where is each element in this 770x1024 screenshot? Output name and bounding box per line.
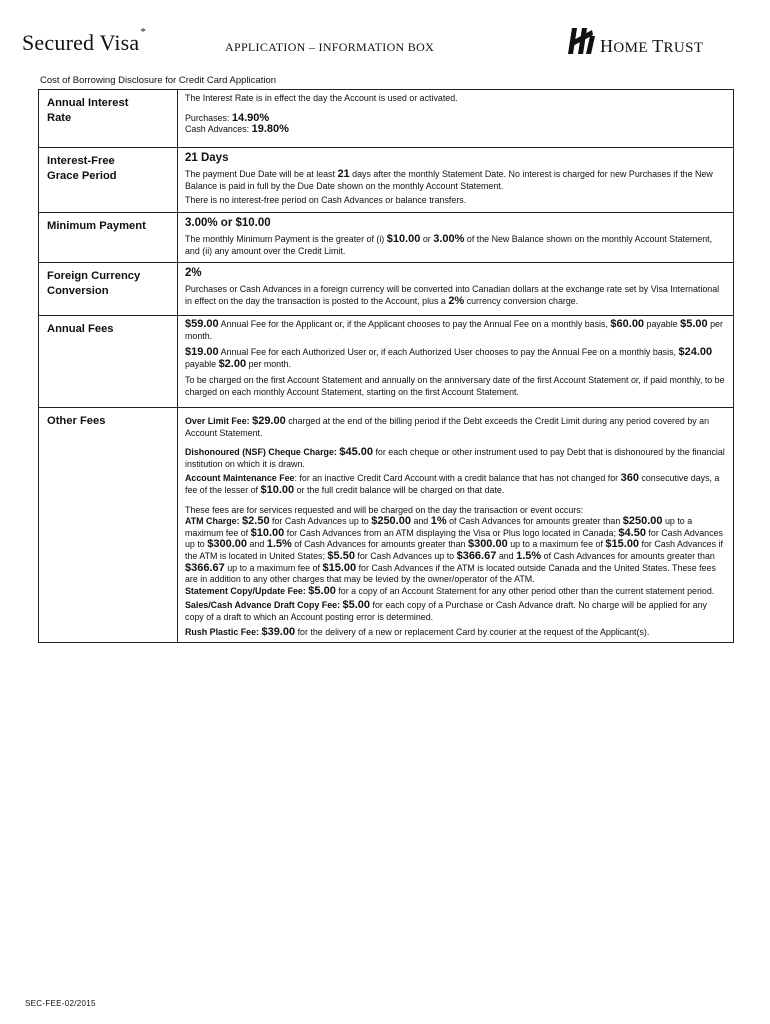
draft-copy-fee: Sales/Cash Advance Draft Copy Fee: $5.00 for each copy of a Purchase or Cash Advance draft. No charge will be applied for any copy of a draft to which an Account posting error is determined.: [185, 599, 707, 622]
services-fees-intro: These fees are for services requested and will be charged on the day the transaction or event occurs:: [185, 504, 584, 515]
purchases-rate: Purchases: 14.90%: [185, 111, 270, 124]
label-other-fees: Other Fees: [39, 408, 178, 643]
cost-of-borrowing-table: [38, 89, 734, 643]
label-minimum-payment: Minimum Payment: [39, 213, 178, 263]
label-annual-fees: Annual Fees: [39, 316, 178, 408]
over-limit-fee: Over Limit Fee: $29.00 charged at the end of the billing period if the Debt exceeds the Credit Limit during any period covered by an Account Statement.: [185, 415, 710, 438]
disclosure-title: Cost of Borrowing Disclosure for Credit Card Application: [40, 75, 277, 86]
grace-period-paragraph: The payment Due Date will be at least 21 days after the monthly Statement Date. No interest is charged for new Purchases if the New Balance is paid in full by the Due Date shown on the monthly Account Statement.: [185, 168, 713, 191]
content-other-fees: [178, 408, 734, 643]
content-annual-fees: [178, 316, 734, 408]
row-minimum-payment: [39, 213, 734, 263]
row-other-fees: [39, 408, 734, 643]
fx-paragraph: Purchases or Cash Advances in a foreign currency will be converted into Canadian dollars at the exchange rate set by Visa International in effect on the day the transaction is posted to the Account, plus a 2% currency conversion charge.: [185, 284, 720, 307]
interest-rate-note: The Interest Rate is in effect the day the Account is used or activated.: [185, 93, 458, 103]
label-interest-free-grace-period: Interest-Free Grace Period: [39, 148, 178, 213]
atm-charge: ATM Charge: $2.50 for Cash Advances up to $250.00 and 1% of Cash Advances for amounts greater than $250.00 up to a maximum fee of $10.00 for Cash Advances from an ATM displaying the Visa or Plus logo located in Canada; $4.50 for Cash Advances up to $300.00 and 1.5% of Cash Advances for amounts greater than $300.00 up to a maximum fee of $15.00 for Cash Advances if the ATM is located in United States; $5.50 for Cash Advances up to $366.67 and 1.5% of Cash Advances for amounts greater than $366.67 up to a maximum fee of $15.00 for Cash Advances if the ATM is located outside Canada and the United States. These fees are in addition to any other charges that may be levied by the owner/operator of the ATM.: [185, 515, 723, 585]
brand-name: HOME TRUST: [600, 36, 704, 56]
product-title: [22, 26, 147, 56]
content-interest-free-grace-period: [178, 148, 734, 213]
authorized-user-annual-fee: $19.00 Annual Fee for each Authorized User or, if each Authorized User chooses to pay the Annual Fee on a monthly basis, $24.00 payable $2.00 per month.: [185, 346, 713, 370]
row-annual-fees: [39, 316, 734, 408]
grace-period-cash-advance-note: There is no interest-free period on Cash Advances or balance transfers.: [185, 195, 467, 206]
applicant-annual-fee: $59.00 Annual Fee for the Applicant or, if the Applicant chooses to pay the Annual Fee on a monthly basis, $60.00 payable $5.00 per month.: [185, 318, 723, 341]
statement-copy-fee: Statement Copy/Update Fee: $5.00 for a copy of an Account Statement for any other period other than the current statement period.: [185, 584, 715, 597]
product-name: Secured Visa: [22, 30, 140, 55]
content-annual-interest-rate: [178, 90, 734, 148]
form-code: SEC-FEE-02/2015: [25, 999, 96, 1008]
grace-period-heading: 21 Days: [185, 152, 229, 164]
label-foreign-currency-conversion: Foreign Currency Conversion: [39, 263, 178, 316]
row-interest-free-grace-period: [39, 148, 734, 213]
row-annual-interest-rate: [39, 90, 734, 148]
document-type: APPLICATION – INFORMATION BOX: [225, 40, 435, 54]
label-annual-interest-rate: Annual Interest Rate: [39, 90, 178, 148]
annual-fee-charging-note: To be charged on the first Account Statement and annually on the anniversary date of the first Account Statement or, if paid monthly, to be charged on each monthly Account Statement, starting on the first Account Statement.: [185, 375, 725, 397]
minimum-payment-paragraph: The monthly Minimum Payment is the greater of (i) $10.00 or 3.00% of the New Balance shown on the monthly Account Statement, and (ii) any amount over the Credit Limit.: [185, 233, 713, 256]
cash-advances-rate-value: 19.80%: [251, 123, 289, 136]
rush-plastic-fee: Rush Plastic Fee: $39.00 for the delivery of a new or replacement Card by courier at the request of the Applicant(s).: [185, 625, 650, 638]
page-header: [22, 26, 722, 66]
home-trust-logo-icon: [566, 26, 596, 56]
trademark-asterisk: *: [140, 26, 147, 38]
content-minimum-payment: [178, 213, 734, 263]
fx-heading: 2%: [185, 267, 202, 279]
row-foreign-currency-conversion: [39, 263, 734, 316]
nsf-cheque-charge: Dishonoured (NSF) Cheque Charge: $45.00 for each cheque or other instrument used to pay Debt that is dishonoured by the financial institution on which it is drawn.: [185, 446, 725, 469]
minimum-payment-heading: 3.00% or $10.00: [185, 217, 271, 229]
cash-advances-rate: Cash Advances: 19.80%: [185, 123, 289, 136]
purchases-rate-value: 14.90%: [231, 111, 270, 124]
content-foreign-currency-conversion: [178, 263, 734, 316]
account-maintenance-fee: Account Maintenance Fee: for an inactive Credit Card Account with a credit balance that has not changed for 360 consecutive days, a fee of the lesser of $10.00 or the full credit balance will be charged on that date.: [185, 472, 720, 496]
